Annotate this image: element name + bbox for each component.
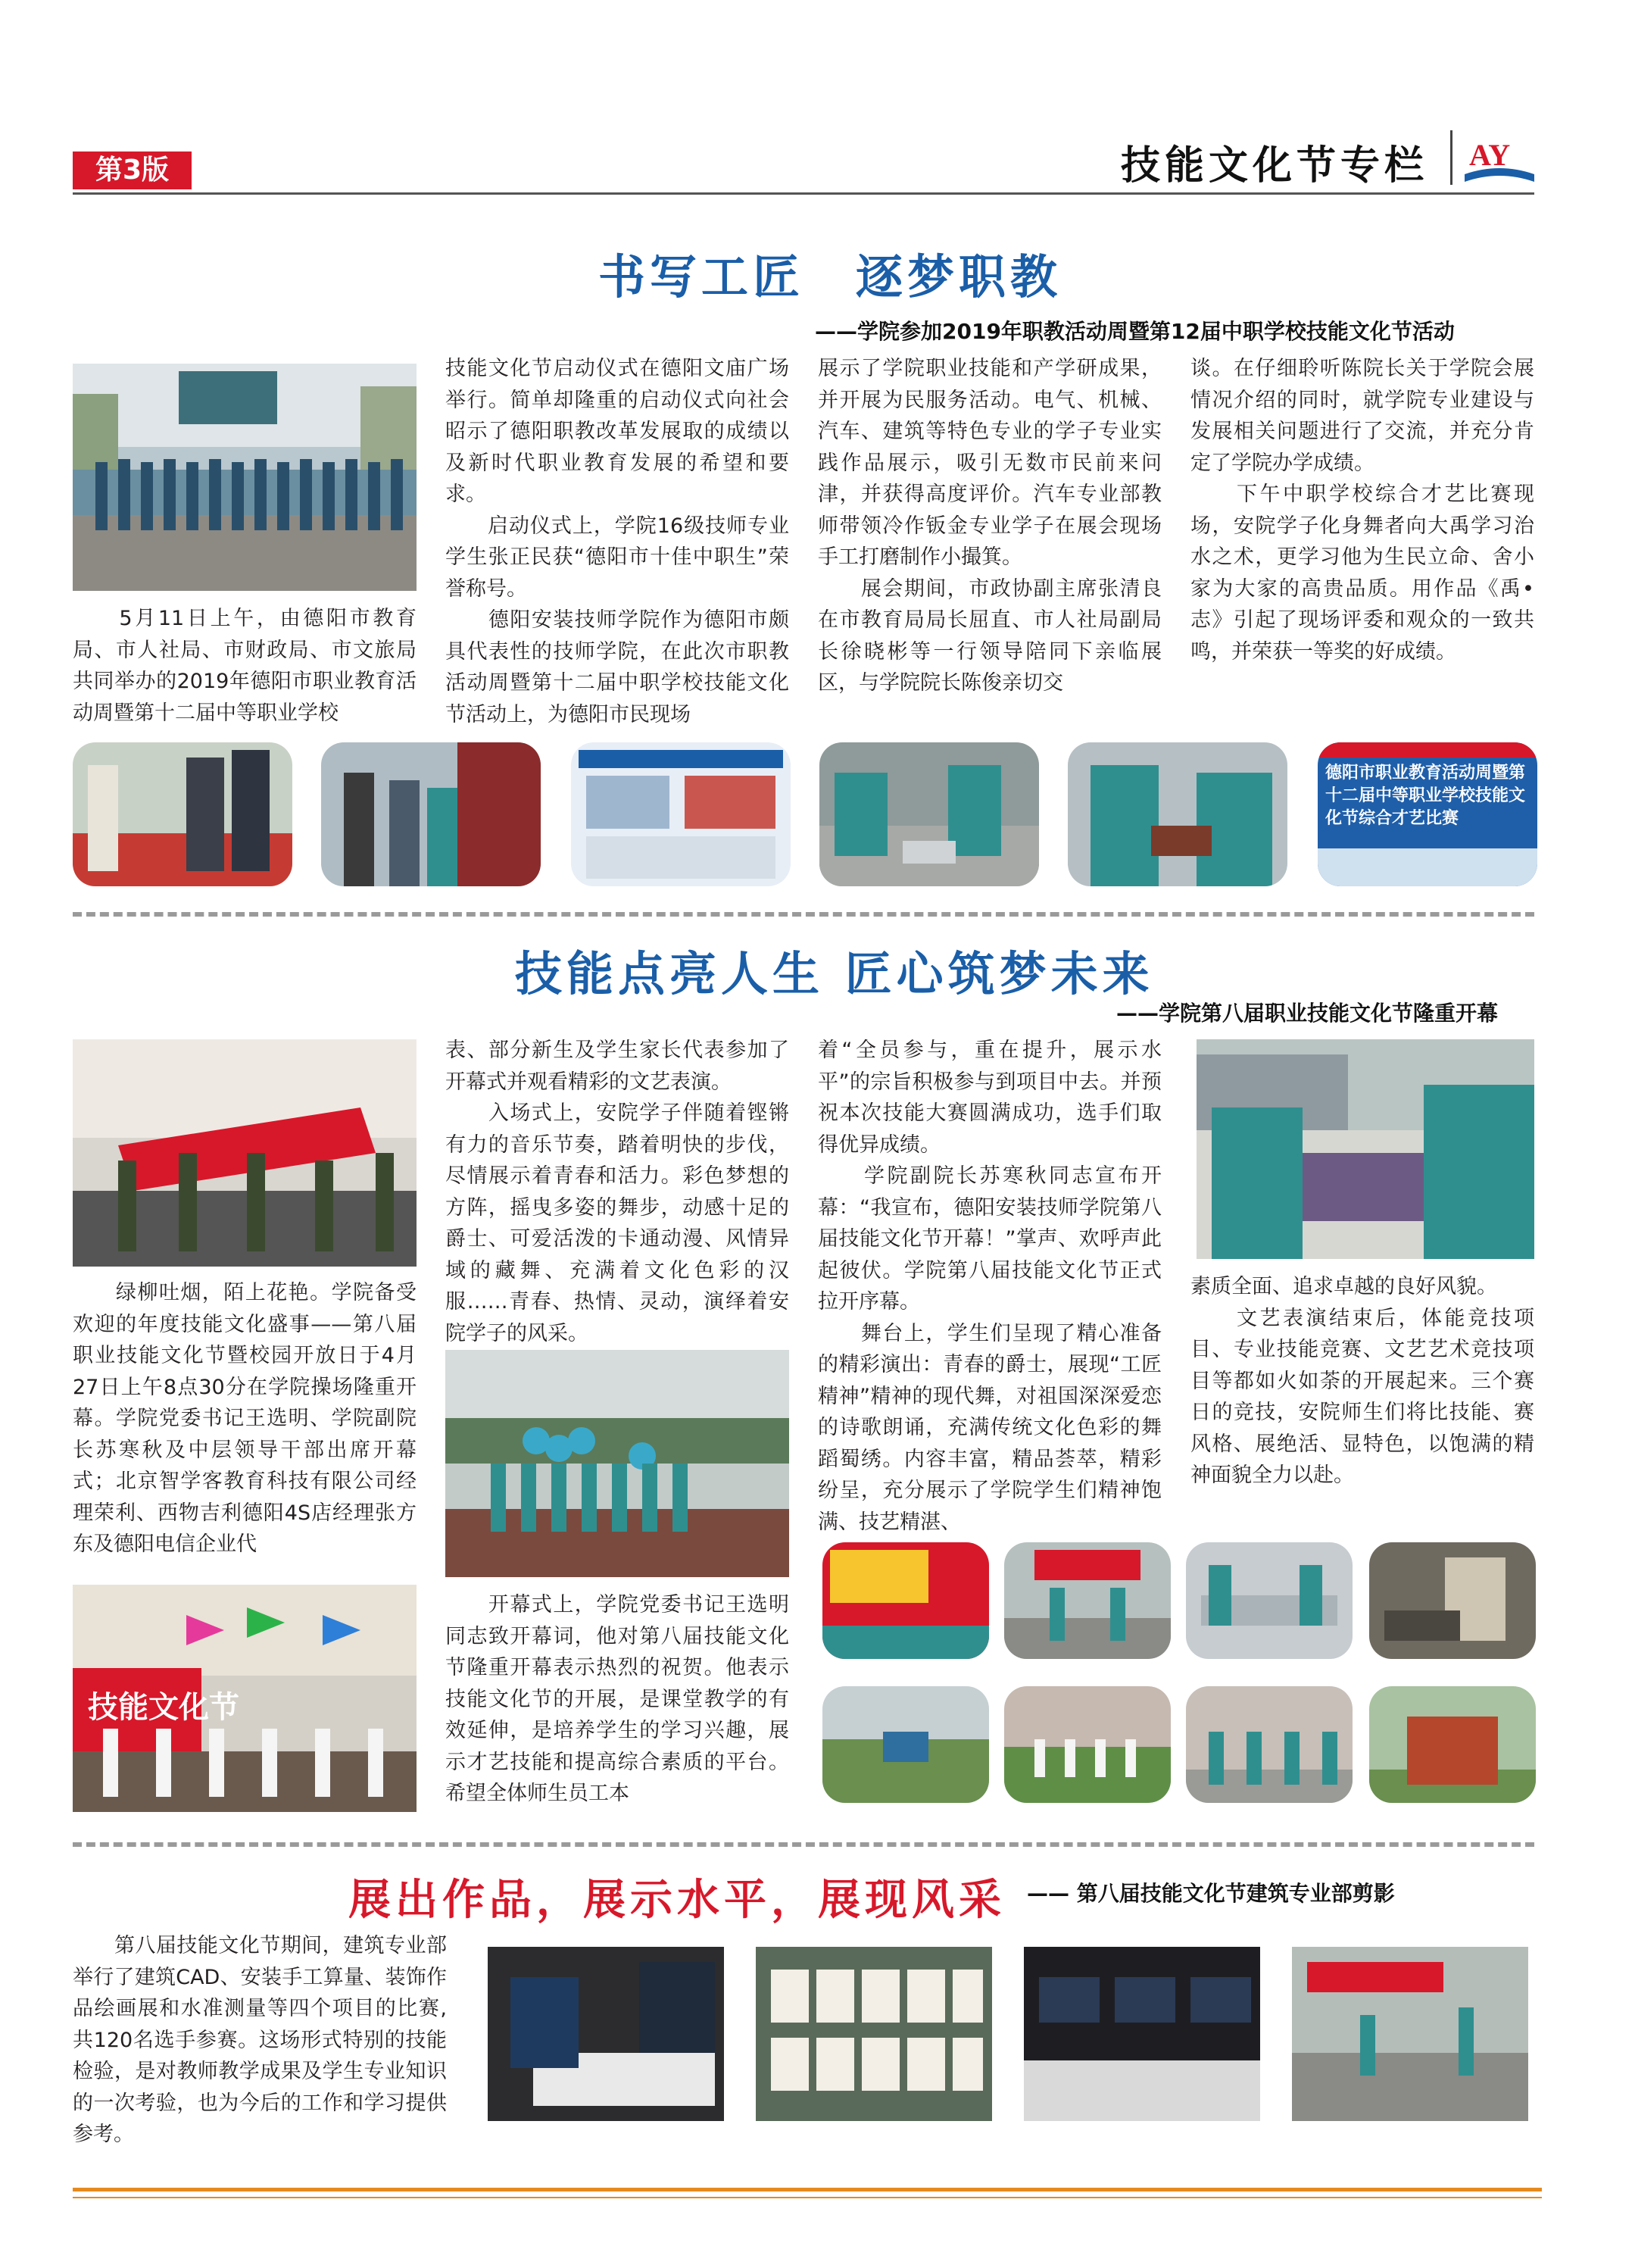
section1-col3: 展示了学院职业技能和产学研成果，并开展为民服务活动。电气、机械、汽车、建筑等特色专业的学子专业实践作品展示，吸引无数市民前来问津，并获得高度评价。汽车专业部教师带领冷作钣金专业学子在展会现场手工打磨制作小撮箕。 展会期间，市政协副主席张清良在市教育局局长屈直、市人社局副局长徐晓彬等一行领导陪同下亲临展区，与学院院长陈俊亲切交 [818,357,1162,695]
section-divider-1 [73,912,1534,917]
photo-festival-poster [822,1542,989,1659]
section1-col1: 5月11日上午，由德阳市教育局、市人社局、市财政局、市文旅局共同举办的2019年德阳市职业教育活动周暨第十二届中等职业学校 [73,607,417,725]
photo-talent-show [1318,742,1537,886]
section2-col2b: 开幕式上，学院党委书记王选明同志致开幕词，他对第八届技能文化节隆重开幕表示热烈的祝贺。他表示技能文化节的开展，是课堂教学的有效延伸，是培养学生的学习兴趣，展示才艺技能和提高综合素质的平台。希望全体师生员工本 [445,1593,789,1805]
section1-title: 书写工匠 逐梦职教 [598,249,1062,305]
column-title: 技能文化节专栏 [1121,143,1429,189]
title-divider [1450,130,1452,185]
footer-rule-thin [73,2197,1542,2198]
svg-text:AY: AY [1469,138,1511,172]
photo-flag-guard [73,1039,417,1267]
photo-cad-contest [488,1947,724,2121]
photo-computer-lab [1024,1947,1260,2121]
photo-workbench-contest [1186,1542,1353,1659]
photo-exhibition-booth [321,742,541,886]
section2-title: 技能点亮人生 匠心筑梦未来 [515,946,1154,1001]
photo-leaders-visit [73,742,292,886]
section3-subtitle: —— 第八届技能文化节建筑专业部剪影 [1027,1881,1395,1906]
footer-rule-thick [73,2188,1542,2191]
parade-poster-text: 技能文化节 [88,1690,239,1725]
section1-col2: 技能文化节启动仪式在德阳文庙广场举行。简单却隆重的启动仪式向社会昭示了德阳职教改革发展取的成绩以及新时代职业教育发展的希望和要求。 启动仪式上，学院16级技师专业学生张正民获“德阳市十佳中职生”荣誉称号。 德阳安装技师学院作为德阳市颇具代表性的技师学院，在此次市职教活动周暨第十二届中职学校技能文化节活动上，为德阳市民现场 [445,357,789,726]
section-divider-2 [73,1842,1534,1847]
section1-col4: 谈。在仔细聆听陈院长关于学院会展情况介绍的同时，就学院专业建设与发展相关问题进行了交流，并充分肯定了学院办学成绩。 下午中职学校综合才艺比赛现场，安院学子化身舞者向大禹学习治水之术，更学习他为生民立命、舍小家为大家的高贵品质。用作品《禹•志》引起了现场评委和观众的一致共鸣，并荣获一等奖的好成绩。 [1190,357,1534,664]
photo-climbing-frame [1369,1686,1536,1803]
header-rule [73,192,1534,195]
section3-title: 展出作品，展示水平，展现风采 [348,1876,1006,1925]
section2-subtitle: ——学院第八届职业技能文化节隆重开幕 [1116,1001,1499,1026]
photo-leveling-competition [1004,1542,1171,1659]
group-photo-ceremony [73,364,417,591]
logo [1463,132,1536,185]
section2-col3: 着“全员参与，重在提升，展示水平”的宗旨积极参与到项目中去。并预祝本次技能大赛圆满成功，选手们取得优异成绩。 学院副院长苏寒秋同志宣布开幕：“我宣布，德阳安装技师学院第八届技能文化节开幕！”掌声、欢呼声此起彼伏。学院第八届技能文化节正式拉开序幕。 舞台上，学生们呈现了精心准备的精彩演出：青春的爵士，展现“工匠精神”精神的现代舞，对祖国深深爱恋的诗歌朗诵，充满传统文化色彩的舞蹈蜀绣。内容丰富，精品荟萃，精彩纷呈，充分展示了学院学生们精神饱满、技艺精湛、 [818,1039,1162,1534]
page-number-label: 第3版 [73,152,192,189]
section2-col2a: 表、部分新生及学生家长代表参加了开幕式并观看精彩的文艺表演。 入场式上，安院学子伴随着铿锵有力的音乐节奏，踏着明快的步伐，尽情展示着青春和活力。彩色梦想的方阵，摇曳多姿的舞步，动感十足的爵士、可爱活泼的卡通动漫、风情异域的藏舞、充满着文化色彩的汉服……青春、热情、灵动，演绎着安院学子的风采。 [445,1039,789,1345]
section2-col4: 素质全面、追求卓越的良好风貌。 文艺表演结束后，体能竞技项目、专业技能竞赛、文艺艺术竞技项目等都如火如荼的开展起来。三个赛日的竞技，安院师生们将比技能、赛风格、展绝活、显特色，以饱满的精神面貌全力以赴。 [1190,1275,1534,1487]
section2-col1: 绿柳吐烟，陌上花艳。学院备受欢迎的年度技能文化盛事——第八届职业技能文化节暨校园开放日于4月27日上午8点30分在学院操场隆重开幕。学院党委书记王选明、学院副院长苏寒秋及中层领导干部出席开幕式；北京智学客教育科技有限公司经理荣利、西物吉利德阳4S店经理张方东及德阳电信企业代 [73,1281,417,1556]
photo-welding-work [1369,1542,1536,1659]
photo-parade-flags [73,1585,417,1812]
photo-outdoor-assembly [1186,1686,1353,1803]
photo-drafting-students [1197,1039,1534,1259]
section1-subtitle: ——学院参加2019年职教活动周暨第12届中职学校技能文化节活动 [815,319,1455,344]
photo-group-games [1004,1686,1171,1803]
photo-leveling-survey [1292,1947,1528,2121]
photo-sports-field [822,1686,989,1803]
photo-display-board [571,742,791,886]
photo-sheet-metal-work [819,742,1039,886]
photo-drawing-exhibition [756,1947,992,2121]
photo-balloon-march [445,1350,789,1577]
section3-body: 第八届技能文化节期间，建筑专业部举行了建筑CAD、安装手工算量、装饰作品绘画展和水准测量等四个项目的比赛,共120名选手参赛。这场形式特别的技能检验，是对教师教学成果及学生专业知识的一次考验，也为今后的工作和学习提供参考。 [73,1934,447,2146]
photo-grinding-work [1068,742,1287,886]
talent-show-banner-text: 德阳市职业教育活动周暨第十二届中等职业学校技能文化节综合才艺比赛 [1325,764,1526,828]
